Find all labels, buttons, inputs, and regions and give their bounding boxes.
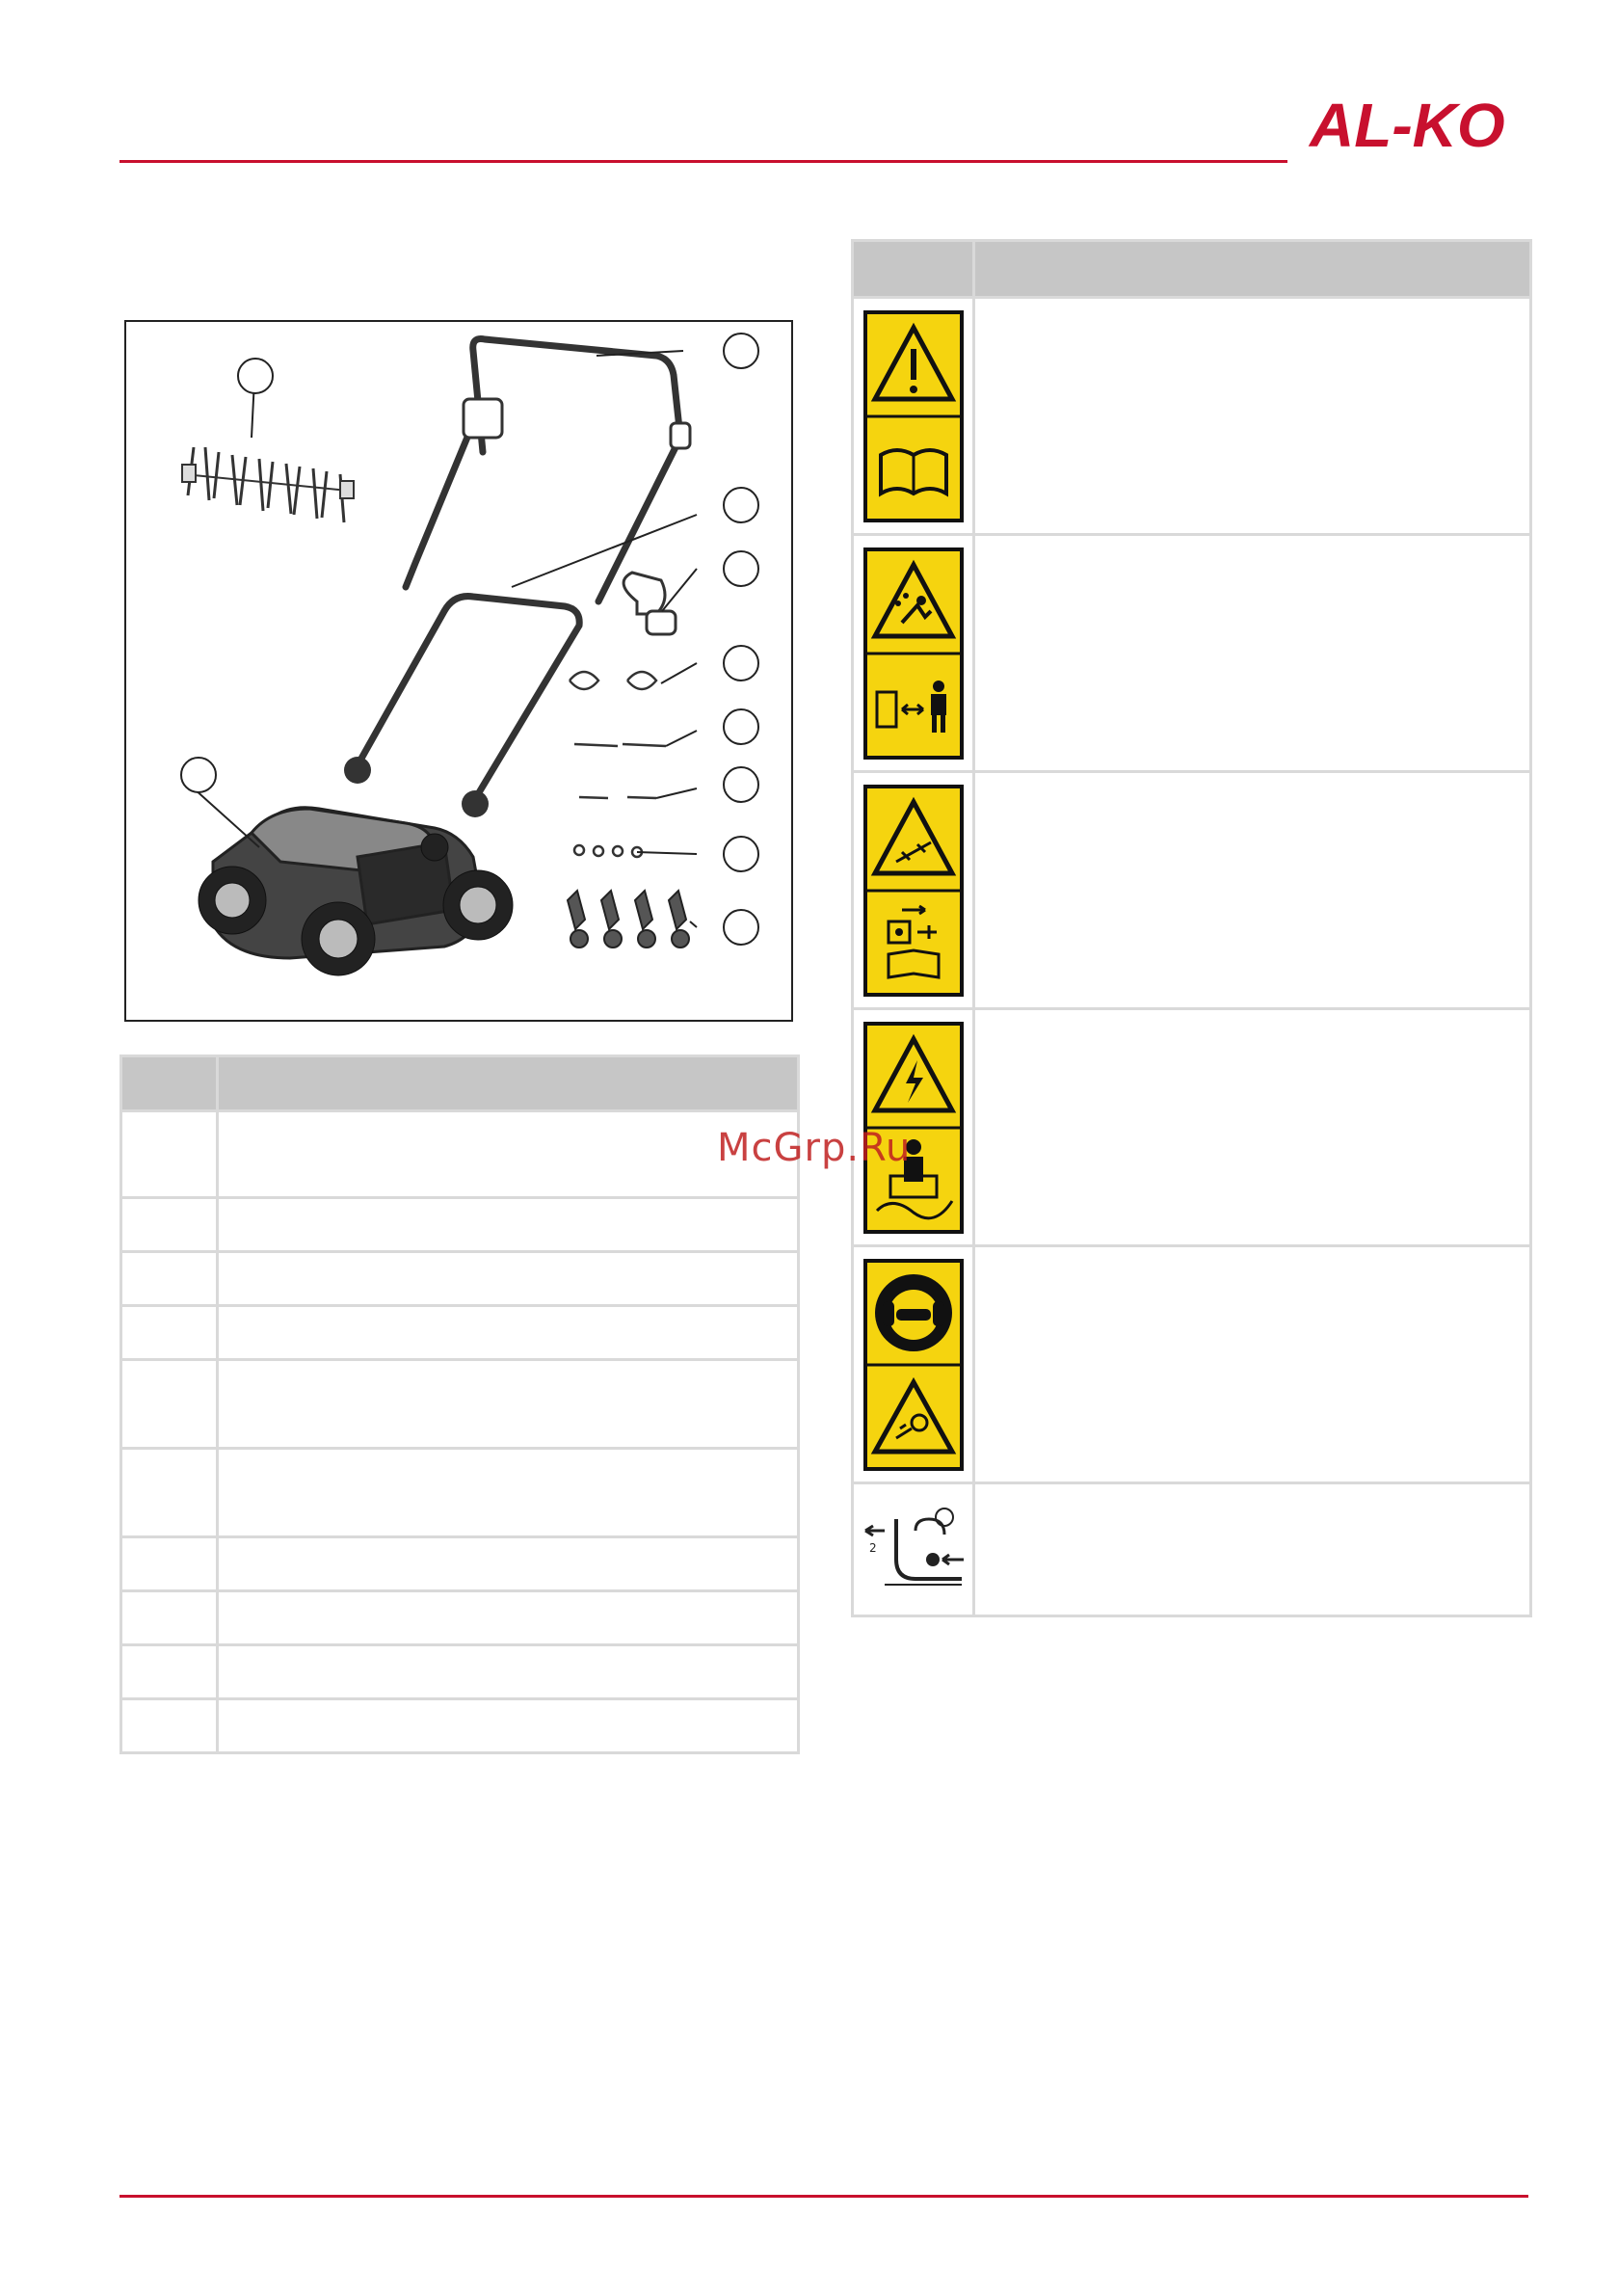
brand-logo: [1306, 93, 1537, 154]
table-row: [121, 1360, 799, 1449]
table-row: [853, 535, 1531, 772]
table-row: [121, 1111, 799, 1198]
symbols-table-header: [853, 241, 1531, 298]
table-row: [121, 1306, 799, 1360]
lower-handle-drawing: [358, 597, 579, 799]
table-row: [853, 298, 1531, 535]
brand-logo-text: AL-KO: [1310, 93, 1505, 154]
callout-6: [724, 709, 758, 744]
knobs-drawing: [568, 891, 689, 948]
parts-table: [119, 1055, 800, 1754]
tine-roller-drawing: [182, 447, 354, 522]
table-row: [121, 1252, 799, 1306]
callout-1: [238, 359, 273, 393]
watermark: McGrp.Ru: [717, 1126, 912, 1170]
header-rule: [119, 160, 1287, 163]
table-row: [853, 1009, 1531, 1246]
upper-handle-drawing: [406, 339, 680, 602]
callout-5: [724, 646, 758, 681]
switch-lever-pull-icon: [856, 1502, 971, 1598]
table-row: [121, 1699, 799, 1753]
table-row: [853, 1483, 1531, 1616]
callout-10: [181, 758, 216, 792]
table-row: [121, 1198, 799, 1252]
rotating-blades-unplug-icon: [863, 785, 964, 997]
wear-ear-eye-protection-icon: [863, 1259, 964, 1471]
warning-read-manual-icon: [863, 310, 964, 522]
product-parts-illustration: [124, 320, 793, 1022]
callout-3: [724, 488, 758, 522]
table-row: [853, 1246, 1531, 1483]
nuts-drawing: [574, 845, 642, 857]
symbols-table: [851, 239, 1532, 1617]
symbols-col-meaning: [974, 241, 1531, 298]
parts-col-number: [121, 1056, 218, 1111]
footer-rule: [119, 2195, 1528, 2198]
table-row: [121, 1591, 799, 1645]
parts-drawing: [126, 322, 791, 1020]
clips-drawing: [570, 672, 656, 689]
parts-table-header: [121, 1056, 799, 1111]
thrown-objects-keep-distance-icon: [863, 547, 964, 760]
symbols-col-symbol: [853, 241, 974, 298]
callout-8: [724, 837, 758, 871]
parts-col-description: [218, 1056, 799, 1111]
callout-9: [724, 910, 758, 945]
callout-4: [724, 551, 758, 586]
table-row: [121, 1449, 799, 1537]
table-row: [853, 772, 1531, 1009]
table-row: [121, 1645, 799, 1699]
callout-2: [724, 334, 758, 368]
bolts-drawing: [574, 744, 666, 798]
svg-text:2: 2: [868, 1540, 877, 1555]
callout-7: [724, 767, 758, 802]
table-row: [121, 1537, 799, 1591]
